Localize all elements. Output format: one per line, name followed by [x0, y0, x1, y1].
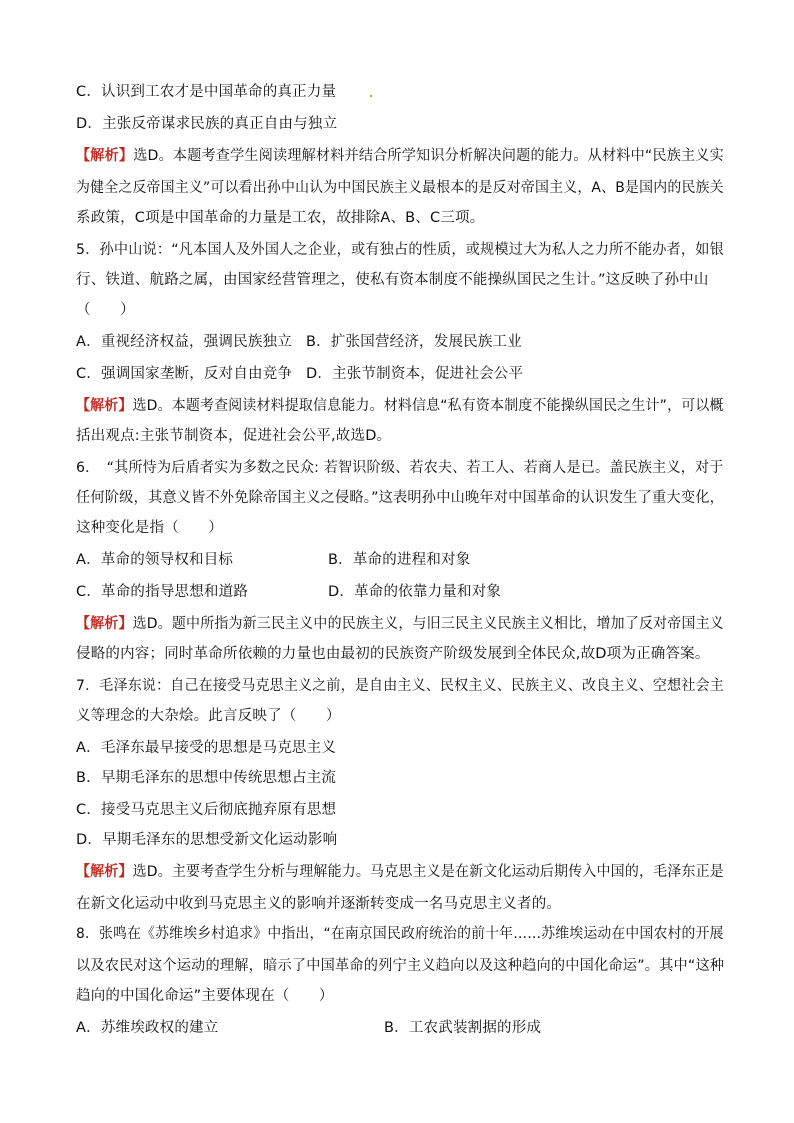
- q8-stem-line-2: 以及农民对这个运动的理解，暗示了中国革命的列宁主义趋向以及这种趋向的中国化命运”。其中“这种: [76, 958, 725, 974]
- q7-option-d: D．早期毛泽东的思想受新文化运动影响: [76, 832, 338, 848]
- analysis-label: 【解析】: [76, 148, 134, 164]
- stray-dot: [370, 95, 372, 97]
- q8-stem-line-1: 8．张鸣在《苏维埃乡村追求》中指出，“在南京国民政府统治的前十年……苏维埃运动在中国农村的开展: [76, 926, 724, 942]
- q6-stem-line-1: 6． “其所恃为后盾者实为多数之民众: 若智识阶级、若农夫、若工人、若商人是已。盖民族主义，对于: [76, 460, 724, 476]
- q4-analysis-line-3: 系政策，C项是中国革命的力量是工农，故排除A、B、C三项。: [76, 210, 485, 226]
- q6-option-a: A．革命的领导权和目标: [76, 552, 234, 568]
- q5-stem-line-1: 5．孙中山说：“凡本国人及外国人之企业，或有独占的性质，或规模过大为私人之力所不能办者，如银: [76, 242, 724, 258]
- q5-analysis-line-1: 【解析】选D。本题考查阅读材料提取信息能力。材料信息“私有资本制度不能操纵国民之生计”，可以概: [76, 398, 724, 414]
- q4-option-d: D．主张反帝谋求民族的真正自由与独立: [76, 116, 338, 132]
- q6-stem-line-3: 这种变化是指（ ）: [76, 520, 223, 536]
- analysis-label: 【解析】: [76, 398, 133, 414]
- q6-stem-line-2: 任何阶级，其意义皆不外免除帝国主义之侵略。”这表明孙中山晚年对中国革命的认识发生了重大变化，: [76, 490, 725, 506]
- q5-option-b: B．扩张国营经济，发展民族工业: [306, 334, 522, 350]
- q7-option-c: C．接受马克思主义后彻底抛弃原有思想: [76, 802, 337, 818]
- q6-option-d: D．革命的依靠力量和对象: [328, 584, 502, 600]
- q8-option-a: A．苏维埃政权的建立: [76, 1020, 219, 1036]
- q5-option-c: C．强调国家垄断，反对自由竞争: [76, 366, 293, 382]
- q5-option-d: D．主张节制资本，促进社会公平: [306, 366, 524, 382]
- analysis-label: 【解析】: [76, 616, 133, 632]
- q4-option-c: C．认识到工农才是中国革命的真正力量: [76, 84, 337, 100]
- q5-stem-line-3: （ ）: [76, 302, 135, 318]
- q6-analysis-line-1: 【解析】选D。题中所指为新三民主义中的民族主义，与旧三民主义民族主义相比，增加了反对帝国主义: [76, 616, 724, 632]
- q7-stem-line-1: 7．毛泽东说：自己在接受马克思主义之前，是自由主义、民权主义、民族主义、改良主义、空想社会主: [76, 678, 724, 694]
- q7-option-a: A．毛泽东最早接受的思想是马克思主义: [76, 740, 337, 756]
- q7-analysis-line-1: 【解析】选D。主要考查学生分析与理解能力。马克思主义是在新文化运动后期传入中国的，毛泽东正是: [76, 864, 724, 880]
- q8-stem-line-3: 趋向的中国化命运”主要体现在（ ）: [76, 988, 334, 1004]
- q6-analysis-line-2: 侵略的内容；同时革命所依赖的力量也由最初的民族资产阶级发展到全体民众,故D项为正确答案。: [76, 646, 710, 662]
- analysis-label: 【解析】: [76, 864, 133, 880]
- q4-analysis-line-1: 【解析】选D。本题考查学生阅读理解材料并结合所学知识分析解决问题的能力。从材料中“民族主义实: [76, 148, 724, 164]
- q6-option-b: B．革命的进程和对象: [328, 552, 471, 568]
- q7-option-b: B．早期毛泽东的思想中传统思想占主流: [76, 770, 337, 786]
- q5-option-a: A．重视经济权益，强调民族独立: [76, 334, 292, 350]
- q7-analysis-line-2: 在新文化运动中收到马克思主义的影响并逐渐转变成一名马克思主义者的。: [76, 896, 562, 912]
- q5-analysis-line-2: 括出观点:主张节制资本，促进社会公平,故选D。: [76, 428, 392, 444]
- q8-option-b: B．工农武装割据的形成: [384, 1020, 542, 1036]
- q6-option-c: C．革命的指导思想和道路: [76, 584, 249, 600]
- q4-analysis-line-2: 为健全之反帝国主义”可以看出孙中山认为中国民族主义最根本的是反对帝国主义，A、B是国内的民族关: [76, 180, 724, 196]
- q5-stem-line-2: 行、铁道、航路之属，由国家经营管理之，使私有资本制度不能操纵国民之生计。”这反映了孙中山: [76, 272, 709, 288]
- q7-stem-line-2: 义等理念的大杂烩。此言反映了（ ）: [76, 708, 341, 724]
